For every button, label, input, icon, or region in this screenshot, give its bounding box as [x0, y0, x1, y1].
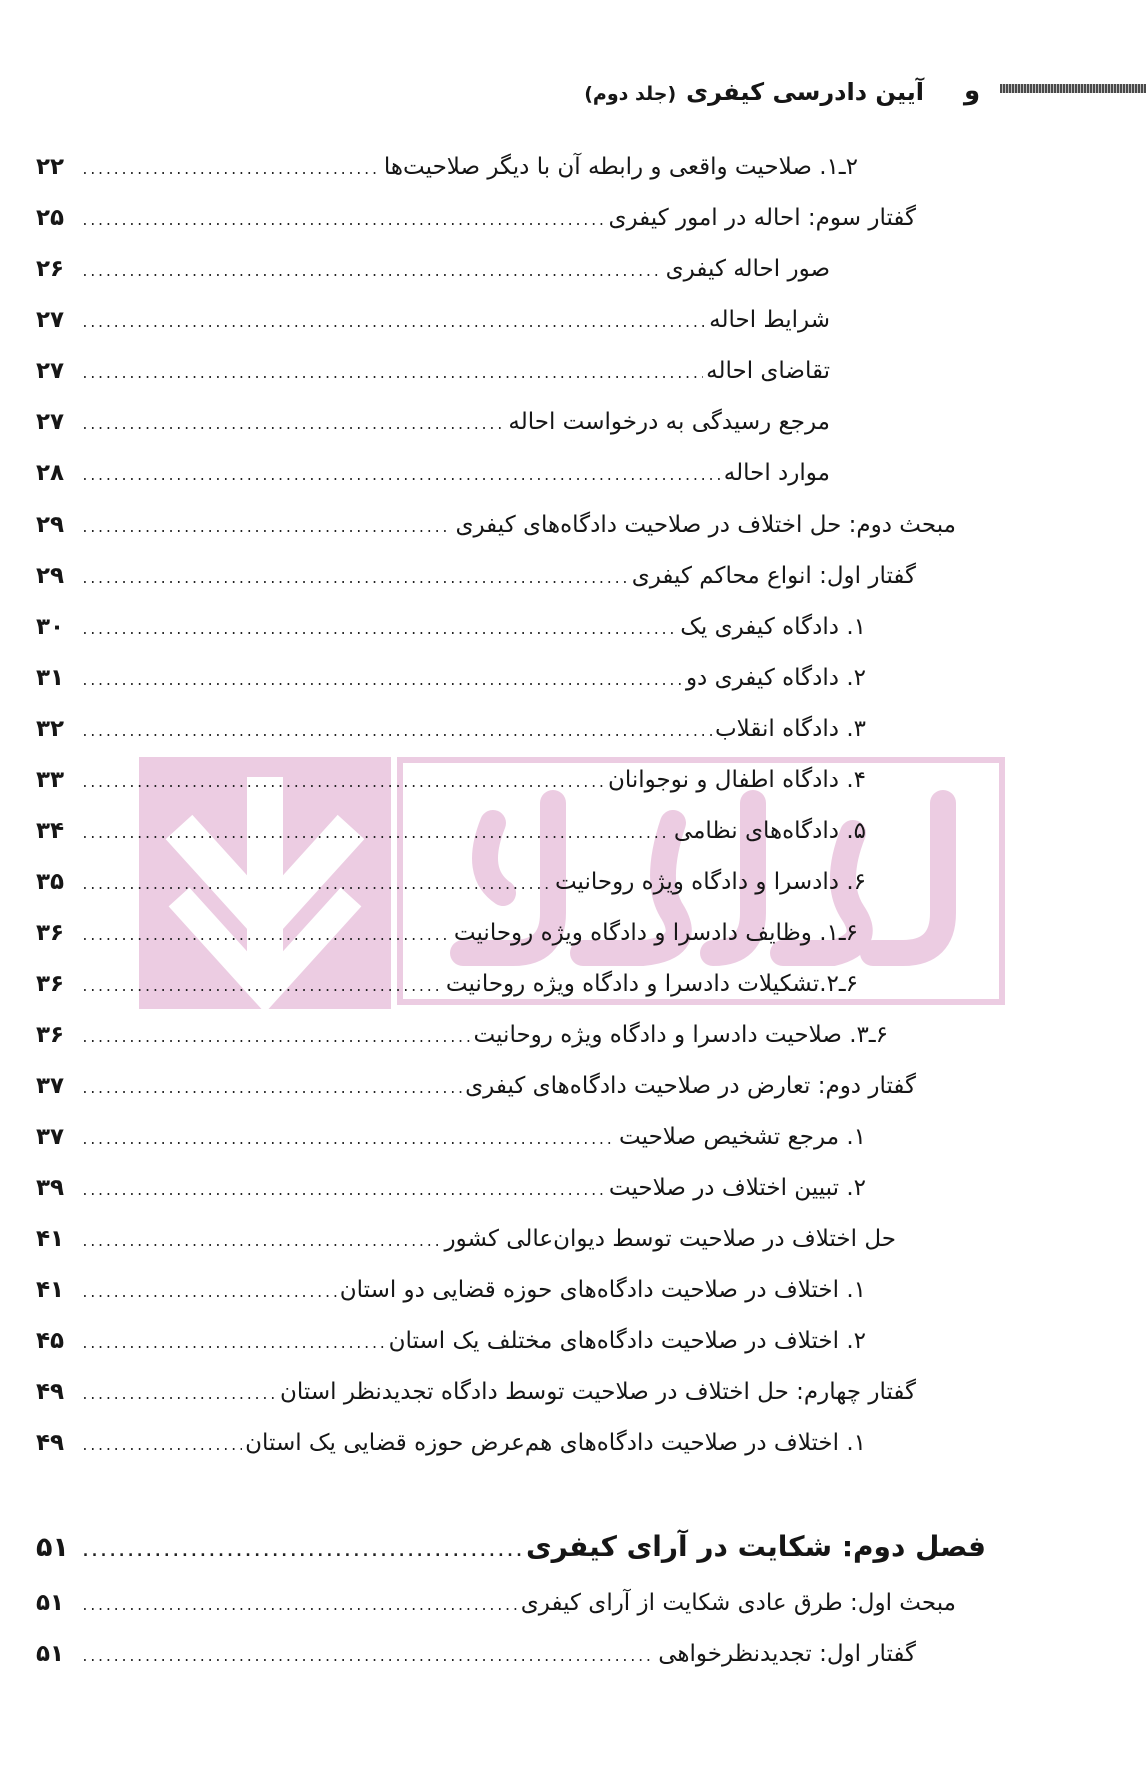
toc-page-number: ۴۵: [36, 1328, 65, 1354]
toc-entry-title: حل اختلاف در صلاحیت توسط دیوان‌عالی کشور: [444, 1226, 896, 1252]
toc-page-number: ۳۱: [36, 665, 65, 691]
toc-entry[interactable]: [36, 1379, 916, 1419]
toc-entry[interactable]: [36, 154, 858, 194]
dot-leader: [81, 1440, 242, 1453]
dot-leader: [81, 726, 712, 739]
toc-page-number: ۴۹: [36, 1430, 65, 1456]
toc-entry[interactable]: [36, 665, 866, 705]
toc-entry[interactable]: [36, 256, 830, 296]
toc-entry-title: شرایط احاله: [709, 307, 830, 333]
toc-page-number: ۲۹: [36, 563, 65, 589]
dot-leader: [81, 1134, 616, 1147]
toc-entry-title: گفتار سوم: احاله در امور کیفری: [608, 205, 916, 231]
toc-entry-title: ۶ـ۲.تشکیلات دادسرا و دادگاه ویژه روحانیت: [445, 971, 858, 997]
toc-entry-title: ۶ـ۳. صلاحیت دادسرا و دادگاه ویژه روحانیت: [473, 1022, 888, 1048]
toc-entry-title: ۱. اختلاف در صلاحیت دادگاه‌های هم‌عرض حوزه قضایی یک استان: [245, 1430, 866, 1456]
toc-page-number: ۳۶: [36, 1022, 65, 1048]
dot-leader: [81, 1185, 606, 1198]
toc-entry-title: مبحث دوم: حل اختلاف در صلاحیت دادگاه‌های کیفری: [455, 512, 956, 538]
toc-entry-title: گفتار دوم: تعارض در صلاحیت دادگاه‌های کیفری: [465, 1073, 916, 1099]
toc-page-number: ۳۲: [36, 716, 65, 742]
toc-entry-title: تقاضای احاله: [706, 358, 830, 384]
toc-page-number: ۵۱: [36, 1590, 65, 1616]
toc-page-number: ۳۳: [36, 767, 65, 793]
toc-entry-title: صور احاله کیفری: [665, 256, 830, 282]
dot-leader: [81, 777, 605, 790]
toc-page-number: ۵۱: [36, 1641, 65, 1667]
toc-entry[interactable]: [36, 1022, 888, 1062]
toc-page-number: ۴۱: [36, 1277, 65, 1303]
toc-entry[interactable]: [36, 1124, 866, 1164]
toc-page-number: ۵۱: [36, 1532, 69, 1563]
book-title: آیین دادرسی کیفری: [686, 78, 924, 106]
toc-entry[interactable]: [36, 460, 830, 500]
toc-entry[interactable]: [36, 307, 830, 347]
dot-leader: [81, 1032, 471, 1045]
dot-leader: [81, 1236, 441, 1249]
toc-page-number: ۳۶: [36, 920, 65, 946]
dot-leader: [81, 1389, 277, 1402]
toc-entry[interactable]: [36, 614, 866, 654]
toc-entry[interactable]: [36, 512, 956, 552]
toc-entry-title: ۲. تبیین اختلاف در صلاحیت: [608, 1175, 866, 1201]
toc-page-number: ۲۶: [36, 256, 65, 282]
dot-leader: [81, 624, 677, 637]
toc-entry[interactable]: [36, 563, 916, 603]
toc-entry[interactable]: [36, 1175, 866, 1215]
dot-leader: [81, 930, 451, 943]
toc-entry-title: ۱. دادگاه کیفری یک: [680, 614, 866, 640]
toc-entry-title: ۲. اختلاف در صلاحیت دادگاه‌های مختلف یک استان: [388, 1328, 866, 1354]
toc-entry[interactable]: [36, 1590, 956, 1630]
toc-entry[interactable]: [36, 1226, 896, 1266]
toc-entry-title: مرجع رسیدگی به درخواست احاله: [508, 409, 830, 435]
toc-entry[interactable]: [36, 971, 858, 1011]
toc-entry[interactable]: [36, 1328, 866, 1368]
toc-entry[interactable]: [36, 767, 866, 807]
dot-leader: [81, 981, 443, 994]
toc-entry-title: ۶ـ۱. وظایف دادسرا و دادگاه ویژه روحانیت: [453, 920, 858, 946]
dot-leader: [81, 879, 552, 892]
dot-leader: [81, 368, 703, 381]
toc-page-number: ۳۹: [36, 1175, 65, 1201]
dot-leader: [81, 1083, 462, 1096]
dot-leader: [81, 1544, 523, 1559]
dot-leader: [81, 317, 706, 330]
toc-page-number: ۳۶: [36, 971, 65, 997]
volume-label: (جلد دوم): [584, 83, 677, 105]
dot-leader: [81, 675, 683, 688]
toc-entry-title: ۶. دادسرا و دادگاه ویژه روحانیت: [554, 869, 866, 895]
toc-page-number: ۴۹: [36, 1379, 65, 1405]
toc-page-number: ۲۲: [36, 154, 65, 180]
dot-leader: [81, 828, 671, 841]
toc-page-number: ۲۷: [36, 409, 65, 435]
toc-entry[interactable]: [36, 409, 830, 449]
toc-entry[interactable]: [36, 1073, 916, 1113]
toc-page-number: ۲۸: [36, 460, 65, 486]
toc-entry-title: ۲. دادگاه کیفری دو: [685, 665, 866, 691]
dot-leader: [81, 1600, 518, 1613]
toc-entry[interactable]: [36, 818, 866, 858]
toc-page-number: ۳۷: [36, 1124, 65, 1150]
toc-page-number: ۳۵: [36, 869, 65, 895]
toc-entry[interactable]: [36, 1430, 866, 1470]
dot-leader: [81, 573, 629, 586]
toc-page-number: ۳۷: [36, 1073, 65, 1099]
toc-chapter-title: فصل دوم: شکایت در آرای کیفری: [525, 1530, 986, 1563]
toc-entry-title: ۲ـ۱. صلاحیت واقعی و رابطه آن با دیگر صلاحیت‌ها: [383, 154, 858, 180]
toc-entry[interactable]: [36, 716, 866, 756]
toc-entry-title: ۱. اختلاف در صلاحیت دادگاه‌های حوزه قضایی دو استان: [339, 1277, 866, 1303]
toc-entry[interactable]: [36, 1641, 916, 1681]
toc-page-number: ۴۱: [36, 1226, 65, 1252]
toc-page-number: ۲۷: [36, 307, 65, 333]
toc-entry[interactable]: [36, 869, 866, 909]
toc-entry[interactable]: [36, 205, 916, 245]
toc-entry-title: مبحث اول: طرق عادی شکایت از آرای کیفری: [520, 1590, 956, 1616]
page-folio: و: [964, 76, 981, 106]
dot-leader: [81, 164, 381, 177]
toc-entry-title: ۴. دادگاه اطفال و نوجوانان: [607, 767, 866, 793]
toc-entry-title: گفتار اول: انواع محاکم کیفری: [631, 563, 916, 589]
toc-entry-title: ۱. مرجع تشخیص صلاحیت: [619, 1124, 866, 1150]
dot-leader: [81, 522, 452, 535]
toc-page-number: ۲۵: [36, 205, 65, 231]
toc-entry-title: گفتار اول: تجدیدنظرخواهی: [658, 1641, 916, 1667]
dot-leader: [81, 215, 605, 228]
dot-leader: [81, 470, 721, 483]
toc-entry-title: موارد احاله: [723, 460, 830, 486]
toc-entry-title: ۵. دادگاه‌های نظامی: [673, 818, 866, 844]
toc-page-number: ۳۴: [36, 818, 65, 844]
dot-leader: [81, 1338, 386, 1351]
toc-entry-title: ۳. دادگاه انقلاب: [715, 716, 866, 742]
toc-page-number: ۳۰: [36, 614, 65, 640]
toc-page-number: ۲۹: [36, 512, 65, 538]
toc-page-number: ۲۷: [36, 358, 65, 384]
dot-leader: [81, 1287, 337, 1300]
toc-entry[interactable]: [36, 1277, 866, 1317]
toc-entry[interactable]: [36, 920, 858, 960]
dot-leader: [81, 266, 663, 279]
toc-entry-title: گفتار چهارم: حل اختلاف در صلاحیت توسط دادگاه تجدیدنظر استان: [280, 1379, 916, 1405]
dot-leader: [81, 419, 505, 432]
toc-chapter-entry[interactable]: [36, 1530, 986, 1570]
dot-leader: [81, 1651, 655, 1664]
toc-entry[interactable]: [36, 358, 830, 398]
